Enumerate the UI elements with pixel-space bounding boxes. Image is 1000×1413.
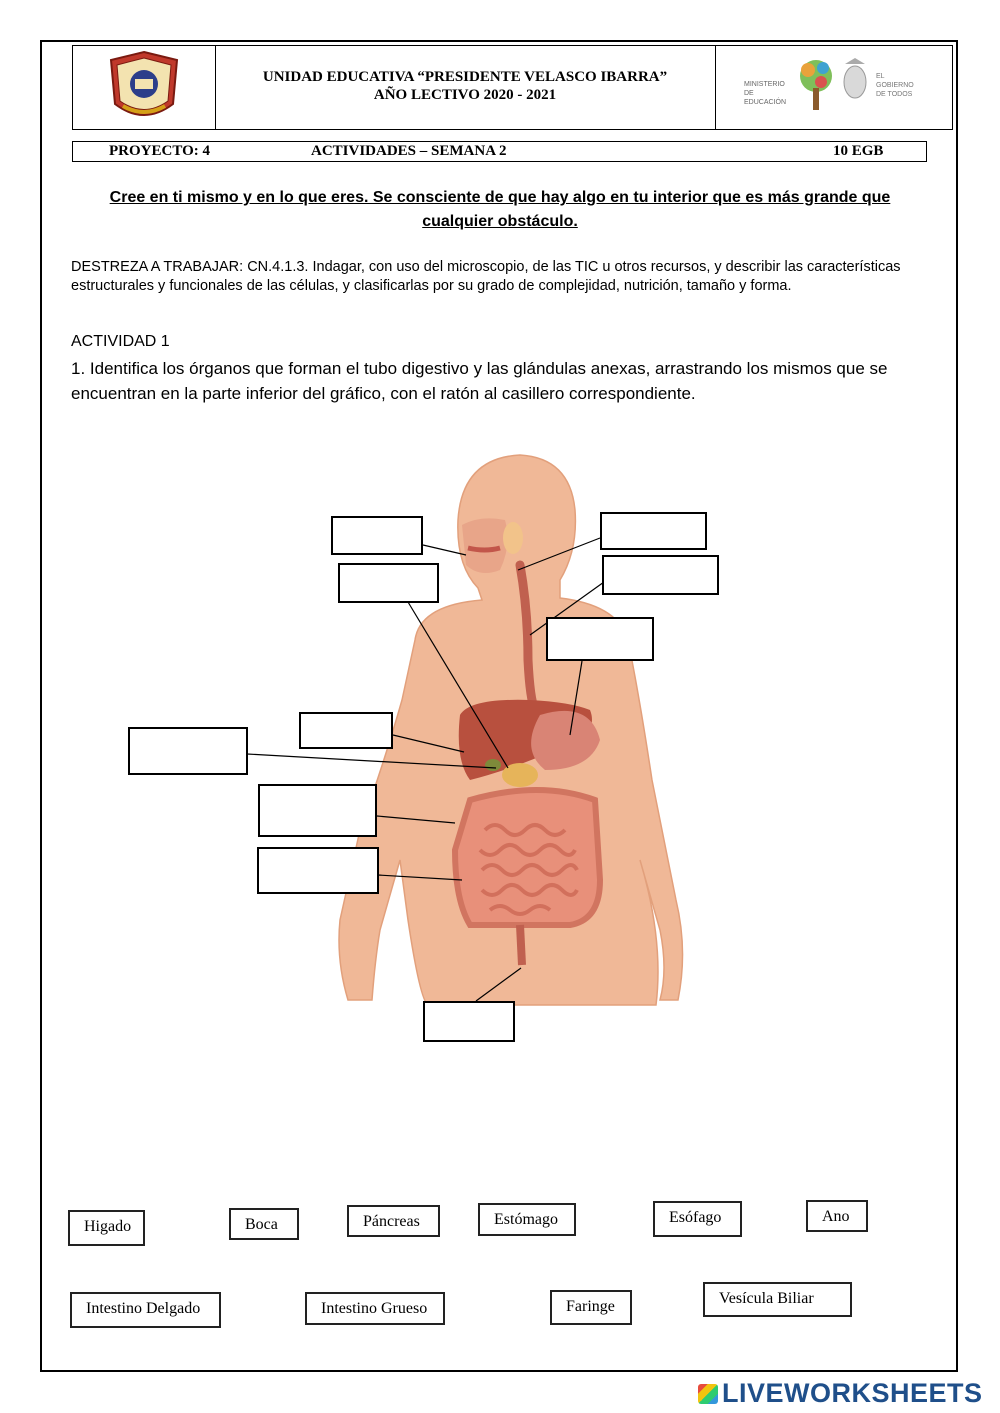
school-year: AÑO LECTIVO 2020 - 2021 <box>373 87 557 103</box>
project-number: PROYECTO: 4 <box>109 143 210 159</box>
gallbladder-shape <box>485 759 501 771</box>
answer-box-5[interactable] <box>546 617 654 661</box>
activities-week: ACTIVIDADES – SEMANA 2 <box>311 143 507 159</box>
large-intestine-shape <box>455 790 600 925</box>
rectum-shape <box>520 925 522 965</box>
answer-box-4[interactable] <box>602 555 719 595</box>
answer-box-3[interactable] <box>338 563 439 603</box>
answer-box-10[interactable] <box>423 1001 515 1042</box>
skill-statement: DESTREZA A TRABAJAR: CN.4.1.3. Indagar, con uso del microscopio, de las TIC u otros recursos, y describir las características estructurales y funcionales de las células, y clasificarlas por su grado de complejidad, nutrición, tamaño y forma. <box>71 259 901 294</box>
word-chip-estomago[interactable]: Estómago <box>478 1203 576 1236</box>
word-chip-vesicula-biliar[interactable]: Vesícula Biliar <box>703 1282 852 1317</box>
word-chip-boca[interactable]: Boca <box>229 1208 299 1240</box>
answer-box-1[interactable] <box>331 516 423 555</box>
activity-instruction: 1. Identifica los órganos que forman el tubo digestivo y las glándulas anexas, arrastrando los mismos que se encuentran en la parte inferior del gráfico, con el ratón al casillero correspondiente. <box>71 359 888 403</box>
ministry-logo-text: MINISTERIO DE EDUCACIÓN <box>744 81 787 106</box>
word-chip-ano[interactable]: Ano <box>806 1200 868 1232</box>
answer-box-6[interactable] <box>299 712 393 749</box>
word-chip-pancreas[interactable]: Páncreas <box>347 1205 440 1237</box>
government-logo-text: EL GOBIERNO DE TODOS <box>876 73 914 98</box>
grade-label: 10 EGB <box>833 143 884 159</box>
answer-box-9[interactable] <box>257 847 379 894</box>
motto: Cree en ti mismo y en lo que eres. Se consciente de que hay algo en tu interior que es más grande que cualquier obstáculo. <box>109 189 891 230</box>
word-chip-faringe[interactable]: Faringe <box>550 1290 632 1325</box>
liveworksheets-logo-icon <box>698 1384 718 1404</box>
answer-box-2[interactable] <box>600 512 707 550</box>
brand-text: LIVEWORKSHEETS <box>722 1378 983 1408</box>
liveworksheets-brand <box>698 1378 983 1409</box>
word-chip-higado[interactable]: Higado <box>68 1210 145 1246</box>
answer-box-8[interactable] <box>258 784 377 837</box>
school-name: UNIDAD EDUCATIVA “PRESIDENTE VELASCO IBARRA” <box>262 69 668 85</box>
word-chip-esofago[interactable]: Esófago <box>653 1201 742 1237</box>
answer-box-7[interactable] <box>128 727 248 775</box>
word-chip-intestino-delgado[interactable]: Intestino Delgado <box>70 1292 221 1328</box>
activity-title: ACTIVIDAD 1 <box>71 333 170 350</box>
word-chip-intestino-grueso[interactable]: Intestino Grueso <box>305 1292 445 1325</box>
